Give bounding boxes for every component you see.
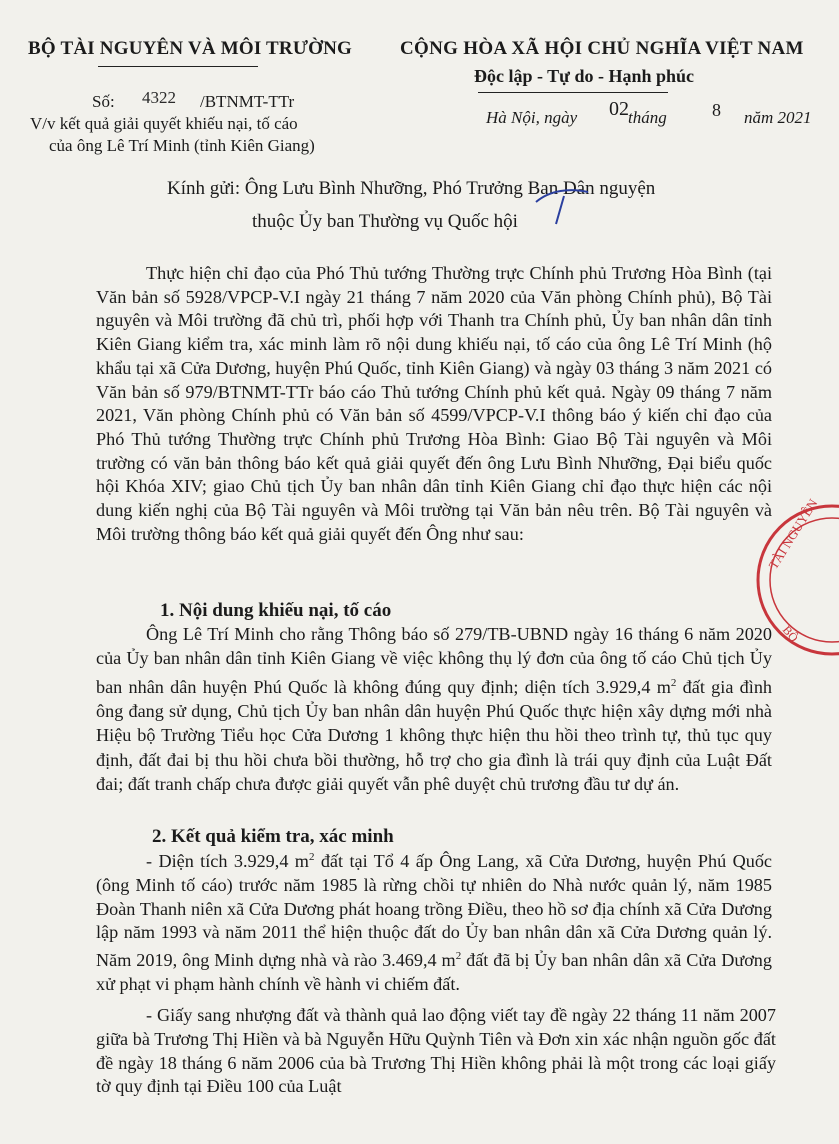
subject-line-2: của ông Lê Trí Minh (tỉnh Kiên Giang) — [49, 136, 315, 155]
date-thang: tháng — [628, 108, 667, 127]
motto-underline — [478, 92, 668, 93]
pen-mark — [530, 184, 600, 244]
section-1-text-a: Ông Lê Trí Minh cho rằng Thông báo số 279/TB-UBND ngày 16 tháng 6 năm 2020 của Ủy ban nhân dân tỉnh Kiên Giang về việc không thụ lý đơn của ông tố cáo Chủ tịch Ủy ban nhân dân huyện Phú Quốc là không đúng quy định; diện tích 3.929,4 m — [96, 624, 772, 697]
intro-text: Thực hiện chỉ đạo của Phó Thủ tướng Thường trực Chính phủ Trương Hòa Bình (tại Văn bản số 5928/VPCP-V.I ngày 21 tháng 7 năm 2020 của Văn phòng Chính phủ), Bộ Tài nguyên và Môi trường đã chủ trì, phối hợp với Thanh tra Chính phủ, Ủy ban nhân dân tỉnh Kiên Giang kiểm tra, xác minh làm rõ nội dung khiếu nại, tố cáo của ông Lê Trí Minh (hộ khẩu tại xã Cửa Dương, huyện Phú Quốc, tỉnh Kiên Giang) và ngày 03 tháng 3 năm 2021 có Văn bản số 979/BTNMT-TTr báo cáo Thủ tướng Chính phủ kết quả. Ngày 09 tháng 7 năm 2021, Văn phòng Chính phủ có Văn bản số 4599/VPCP-V.I thông báo ý kiến chỉ đạo của Phó Thủ tướng Thường trực Chính phủ Trương Hòa Bình: Giao Bộ Tài nguyên và Môi trường có văn bản thông báo kết quả giải quyết đến ông Lưu Bình Nhưỡng, Đại biểu quốc hội Khóa XIV; giao Chủ tịch Ủy ban nhân dân tỉnh Kiên Giang chỉ đạo thực hiện các nội dung kiến nghị của Bộ Tài nguyên và Môi trường tại Văn bản nêu trên. Bộ Tài nguyên và Môi trường thông báo kết quả giải quyết đến Ông như sau: — [96, 263, 772, 544]
svg-text:BỘ: BỘ — [779, 622, 802, 645]
svg-text:TÀI NGUYÊN: TÀI NGUYÊN — [765, 496, 821, 572]
recipient-line-1: Kính gửi: Ông Lưu Bình Nhưỡng, Phó Trưởng Ban Dân nguyện — [167, 178, 656, 199]
section-1-title: 1. Nội dung khiếu nại, tố cáo — [160, 600, 392, 621]
date-prefix: Hà Nội, ngày — [486, 108, 578, 127]
agency-underline — [98, 66, 258, 67]
section-2-text-c: đất đã bị Ủy ban nhân dân xã Cửa Dương xử phạt vi phạm hành chính về hành vi chiếm đất. — [96, 950, 772, 995]
official-seal-stamp — [752, 490, 839, 670]
national-motto: Độc lập - Tự do - Hạnh phúc — [474, 66, 695, 86]
date-line — [486, 98, 812, 128]
section-2-title: 2. Kết quả kiểm tra, xác minh — [152, 826, 394, 847]
section-2-sup-2: 2 — [455, 950, 462, 963]
section-1-paragraph — [96, 622, 772, 796]
section-2-sup-1: 2 — [308, 851, 315, 863]
section-2-text-a: - Diện tích 3.929,4 m — [146, 851, 309, 872]
section-1-text-b: đất gia đình ông đang sử dụng, Chủ tịch Ủy ban nhân dân huyện Phú Quốc thực hiện xây dựng mới nhà Hiệu bộ Trường Tiểu học Cửa Dương 1 không thực hiện thu hồi theo trình tự, thủ tục quy định, đất đai bị thu hồi chưa bồi thường, hỗ trợ cho gia đình là trái quy định của Luật Đất đai; đất tranh chấp chưa được giải quyết vẫn phê duyệt chủ trương đầu tư dự án. — [96, 676, 773, 794]
date-month: 8 — [712, 100, 721, 120]
agency-name: BỘ TÀI NGUYÊN VÀ MÔI TRƯỜNG — [28, 38, 353, 59]
so-label: Số: — [92, 92, 115, 111]
document-number — [92, 88, 295, 112]
recipient-line-2: thuộc Ủy ban Thường vụ Quốc hội — [252, 211, 518, 232]
section-2-paragraph-2 — [96, 1004, 776, 1099]
subject-line-1: V/v kết quả giải quyết khiếu nại, tố cáo — [30, 114, 298, 133]
date-year: năm 2021 — [744, 108, 812, 127]
so-code: /BTNMT-TTr — [200, 92, 295, 111]
section-2-paragraph-1 — [96, 846, 772, 997]
intro-paragraph — [96, 262, 772, 546]
section-1-sup: 2 — [670, 676, 677, 689]
so-number: 4322 — [142, 88, 176, 107]
nation-title: CỘNG HÒA XÃ HỘI CHỦ NGHĨA VIỆT NAM — [400, 38, 804, 59]
section-2-text-d: - Giấy sang nhượng đất và thành quả lao động viết tay đề ngày 22 tháng 11 năm 2007 giữa bà Trương Thị Hiền và bà Nguyễn Hữu Quỳnh Tiên và Đơn xin xác nhận nguồn gốc đất đề ngày 18 tháng 6 năm 2006 của bà Trương Thị Hiền không phải là một trong các loại giấy tờ quy định tại Điều 100 của Luật — [96, 1005, 776, 1097]
section-2-text-b: đất tại Tổ 4 ấp Ông Lang, xã Cửa Dương, huyện Phú Quốc (ông Minh tố cáo) trước năm 1985 là rừng chồi tự nhiên do Nhà nước quản lý, năm 1985 Đoàn Thanh niên xã Cửa Dương phát hoang trồng Điều, theo hồ sơ địa chính xã Cửa Dương lập năm 1993 và năm 2011 thể hiện thuộc đất do Ủy ban nhân dân xã Cửa Dương quản lý. Năm 2019, ông Minh dựng nhà và rào 3.469,4 m — [96, 851, 772, 971]
date-day: 02 — [609, 98, 629, 120]
